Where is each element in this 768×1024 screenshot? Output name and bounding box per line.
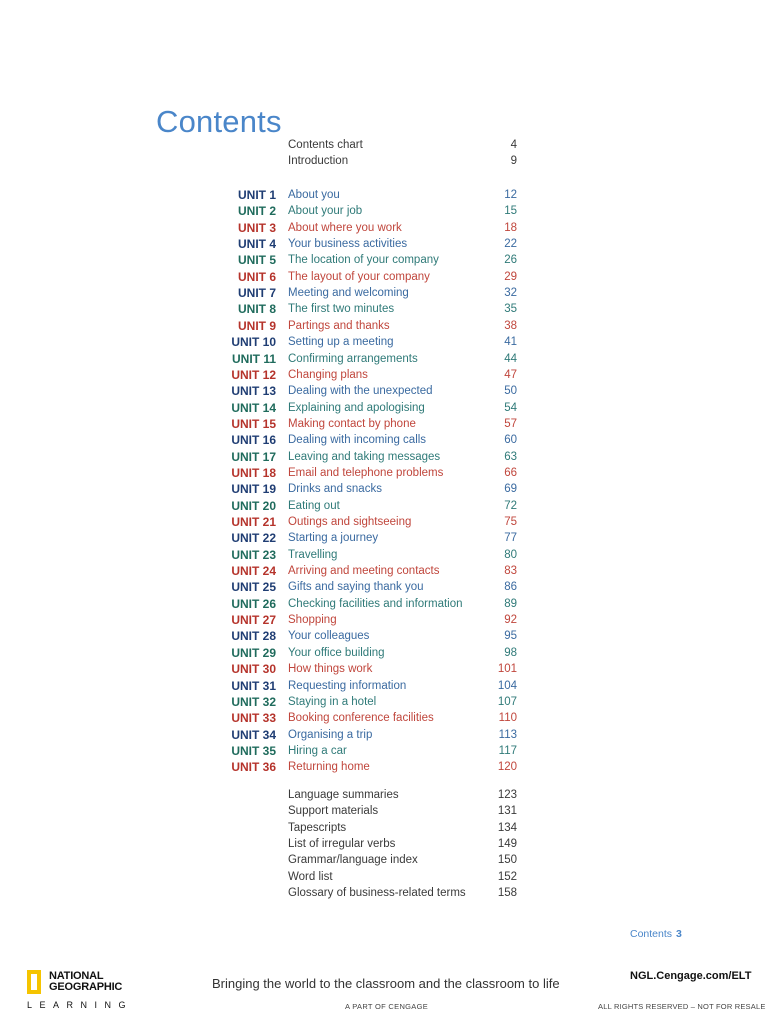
page-title: Contents [156, 104, 282, 139]
entry-title: Explaining and apologising [288, 401, 425, 414]
entry-page-number: 110 [498, 712, 517, 725]
entry-title: Making contact by phone [288, 417, 416, 430]
entry-title: Your office building [288, 646, 385, 659]
unit-number: UNIT 34 [231, 727, 276, 742]
entry-title: Email and telephone problems [288, 466, 444, 479]
entry-title: Dealing with the unexpected [288, 385, 433, 398]
intro-row [0, 153, 768, 169]
entry-title: Dealing with incoming calls [288, 434, 427, 447]
entry-title: Language summaries [288, 789, 399, 801]
entry-page-number: 4 [510, 139, 517, 151]
entry-page-number: 15 [504, 205, 517, 218]
unit-number: UNIT 3 [237, 220, 276, 235]
unit-row [0, 449, 768, 465]
entry-title: About you [288, 189, 340, 201]
unit-row [0, 220, 768, 236]
entry-page-number: 101 [497, 663, 517, 676]
entry-title: Word list [288, 870, 333, 883]
appendix-row [0, 836, 768, 852]
entry-title: Staying in a hotel [288, 695, 377, 708]
entry-page-number: 77 [504, 532, 517, 545]
entry-title: Introduction [288, 155, 349, 168]
unit-row [0, 269, 768, 285]
unit-row [0, 187, 768, 203]
unit-row [0, 318, 768, 334]
entry-title: Your business activities [288, 238, 408, 251]
unit-row [0, 727, 768, 743]
tagline: Bringing the world to the classroom and the classroom to life [212, 976, 560, 991]
entry-title: Setting up a meeting [288, 336, 394, 349]
unit-row [0, 203, 768, 219]
unit-row [0, 432, 768, 448]
entry-title: Leaving and taking messages [288, 450, 441, 463]
entry-page-number: 54 [504, 401, 517, 414]
entry-title: Arriving and meeting contacts [288, 565, 440, 578]
entry-page-number: 60 [504, 434, 517, 447]
unit-row [0, 694, 768, 710]
logo-wordmark [49, 971, 122, 993]
appendix-row [0, 885, 768, 901]
footer-section-label: Contents [630, 928, 673, 940]
unit-row [0, 481, 768, 497]
entry-title: Booking conference facilities [288, 712, 434, 725]
entry-page-number: 66 [504, 466, 517, 479]
entry-title: The layout of your company [288, 270, 430, 283]
entry-page-number: 92 [504, 614, 517, 627]
entry-title: Grammar/language index [288, 854, 418, 867]
unit-row [0, 416, 768, 432]
appendix-row [0, 869, 768, 885]
unit-row [0, 301, 768, 317]
appendix-row [0, 820, 768, 836]
entry-page-number: 83 [504, 565, 517, 578]
entry-page-number: 117 [498, 744, 517, 757]
unit-number: UNIT 30 [231, 662, 276, 677]
entry-title: The first two minutes [288, 303, 395, 316]
entry-page-number: 150 [497, 854, 517, 867]
entry-title: Partings and thanks [288, 319, 390, 332]
logo-line-learning: LEARNING [27, 1000, 134, 1010]
part-of-cengage: A PART OF CENGAGE [345, 1002, 429, 1011]
entry-page-number: 158 [497, 887, 517, 900]
unit-number: UNIT 5 [237, 253, 276, 268]
entry-page-number: 113 [498, 728, 517, 741]
unit-row [0, 547, 768, 563]
entry-title: Shopping [288, 614, 337, 627]
entry-title: Contents chart [288, 139, 363, 151]
unit-number: UNIT 6 [237, 269, 276, 284]
intro-row [0, 137, 768, 153]
entry-page-number: 50 [504, 385, 517, 398]
unit-row [0, 383, 768, 399]
unit-number: UNIT 23 [231, 547, 276, 562]
entry-page-number: 12 [504, 189, 517, 201]
yellow-border-icon [27, 970, 41, 994]
entry-page-number: 134 [497, 821, 517, 834]
unit-row [0, 628, 768, 644]
entry-page-number: 63 [504, 450, 517, 463]
unit-number: UNIT 19 [231, 482, 276, 497]
unit-row [0, 351, 768, 367]
appendix-row [0, 803, 768, 819]
entry-title: Outings and sightseeing [288, 516, 412, 528]
entry-title: About your job [288, 205, 363, 218]
entry-page-number: 18 [504, 221, 517, 234]
unit-row [0, 334, 768, 350]
national-geographic-logo [27, 970, 134, 1012]
entry-title: Requesting information [288, 679, 407, 692]
entry-title: Organising a trip [288, 728, 373, 741]
unit-row [0, 367, 768, 383]
unit-row [0, 743, 768, 759]
entry-title: Tapescripts [288, 821, 347, 834]
unit-number: UNIT 22 [231, 531, 276, 546]
entry-title: Hiring a car [288, 744, 347, 757]
entry-page-number: 75 [504, 516, 517, 528]
logo-line-national: NATIONAL [49, 970, 104, 982]
appendix-row [0, 787, 768, 803]
unit-number: UNIT 4 [237, 237, 276, 252]
entry-title: Returning home [288, 761, 370, 774]
unit-number: UNIT 28 [231, 629, 276, 644]
footer-page-label [630, 928, 682, 940]
unit-row [0, 252, 768, 268]
unit-row [0, 678, 768, 694]
entry-page-number: 44 [504, 352, 517, 365]
entry-title: List of irregular verbs [288, 838, 396, 851]
unit-row [0, 400, 768, 416]
entry-page-number: 89 [504, 597, 517, 610]
unit-number: UNIT 2 [237, 204, 276, 219]
entry-page-number: 120 [497, 761, 517, 774]
entry-page-number: 41 [504, 336, 517, 349]
entry-title: Confirming arrangements [288, 352, 418, 365]
entry-title: Checking facilities and information [288, 597, 463, 610]
entry-page-number: 123 [497, 789, 517, 801]
entry-title: About where you work [288, 221, 402, 234]
entry-page-number: 57 [504, 417, 517, 430]
unit-row [0, 612, 768, 628]
unit-row [0, 530, 768, 546]
rights-notice: ALL RIGHTS RESERVED – NOT FOR RESALE [598, 1002, 766, 1011]
entry-page-number: 95 [504, 630, 517, 643]
unit-row [0, 465, 768, 481]
entry-title: Eating out [288, 499, 340, 512]
unit-number: UNIT 25 [231, 580, 276, 595]
entry-page-number: 22 [504, 238, 517, 251]
entry-title: Support materials [288, 805, 379, 818]
entry-page-number: 104 [497, 679, 517, 692]
unit-number: UNIT 14 [231, 400, 276, 415]
entry-title: Starting a journey [288, 532, 379, 545]
entry-title: Changing plans [288, 368, 368, 381]
unit-row [0, 285, 768, 301]
unit-number: UNIT 8 [237, 302, 276, 317]
entry-title: Meeting and welcoming [288, 287, 409, 300]
unit-number: UNIT 12 [231, 367, 276, 382]
unit-number: UNIT 31 [231, 678, 276, 693]
unit-number: UNIT 21 [231, 515, 276, 529]
entry-title: Your colleagues [288, 630, 370, 643]
entry-page-number: 69 [504, 483, 517, 496]
entry-title: Glossary of business-related terms [288, 887, 466, 900]
website-url: NGL.Cengage.com/ELT [630, 970, 752, 982]
footer-page-number: 3 [676, 928, 682, 940]
unit-number: UNIT 18 [231, 465, 276, 480]
unit-number: UNIT 16 [231, 433, 276, 448]
unit-row [0, 645, 768, 661]
unit-row [0, 498, 768, 514]
entry-page-number: 149 [497, 838, 517, 851]
unit-row [0, 236, 768, 252]
unit-row [0, 579, 768, 595]
unit-number: UNIT 1 [237, 188, 276, 202]
entry-page-number: 47 [504, 368, 517, 381]
entry-title: Drinks and snacks [288, 483, 382, 496]
unit-row [0, 661, 768, 677]
unit-number: UNIT 27 [231, 613, 276, 628]
unit-number: UNIT 35 [231, 743, 276, 758]
unit-number: UNIT 11 [231, 351, 276, 366]
unit-row [0, 759, 768, 775]
unit-number: UNIT 24 [231, 564, 276, 579]
entry-title: Travelling [288, 548, 338, 561]
unit-number: UNIT 10 [231, 335, 276, 350]
unit-number: UNIT 36 [231, 760, 276, 775]
logo-line-geographic: GEOGRAPHIC [49, 981, 123, 993]
entry-page-number: 152 [497, 870, 517, 883]
entry-page-number: 131 [497, 805, 517, 818]
unit-number: UNIT 20 [231, 498, 276, 513]
unit-row [0, 710, 768, 726]
entry-page-number: 80 [504, 548, 517, 561]
entry-page-number: 9 [510, 155, 517, 168]
unit-row [0, 596, 768, 612]
unit-number: UNIT 9 [237, 318, 276, 333]
entry-page-number: 29 [504, 270, 517, 283]
entry-page-number: 38 [504, 319, 517, 332]
entry-page-number: 72 [504, 499, 517, 512]
unit-number: UNIT 29 [231, 645, 276, 660]
entry-title: How things work [288, 663, 373, 676]
appendix-row [0, 852, 768, 868]
unit-number: UNIT 7 [237, 286, 276, 301]
entry-page-number: 26 [504, 254, 517, 267]
unit-number: UNIT 13 [231, 384, 276, 399]
entry-page-number: 98 [504, 646, 517, 659]
entry-page-number: 32 [504, 287, 517, 300]
unit-number: UNIT 33 [231, 711, 276, 726]
entry-title: Gifts and saying thank you [288, 581, 424, 594]
entry-page-number: 86 [504, 581, 517, 594]
unit-number: UNIT 26 [231, 596, 276, 611]
unit-number: UNIT 15 [231, 416, 276, 431]
unit-number: UNIT 17 [231, 449, 276, 464]
unit-row [0, 514, 768, 530]
entry-title: The location of your company [288, 254, 439, 267]
unit-row [0, 563, 768, 579]
unit-number: UNIT 32 [231, 694, 276, 709]
entry-page-number: 35 [504, 303, 517, 316]
entry-page-number: 107 [497, 695, 517, 708]
